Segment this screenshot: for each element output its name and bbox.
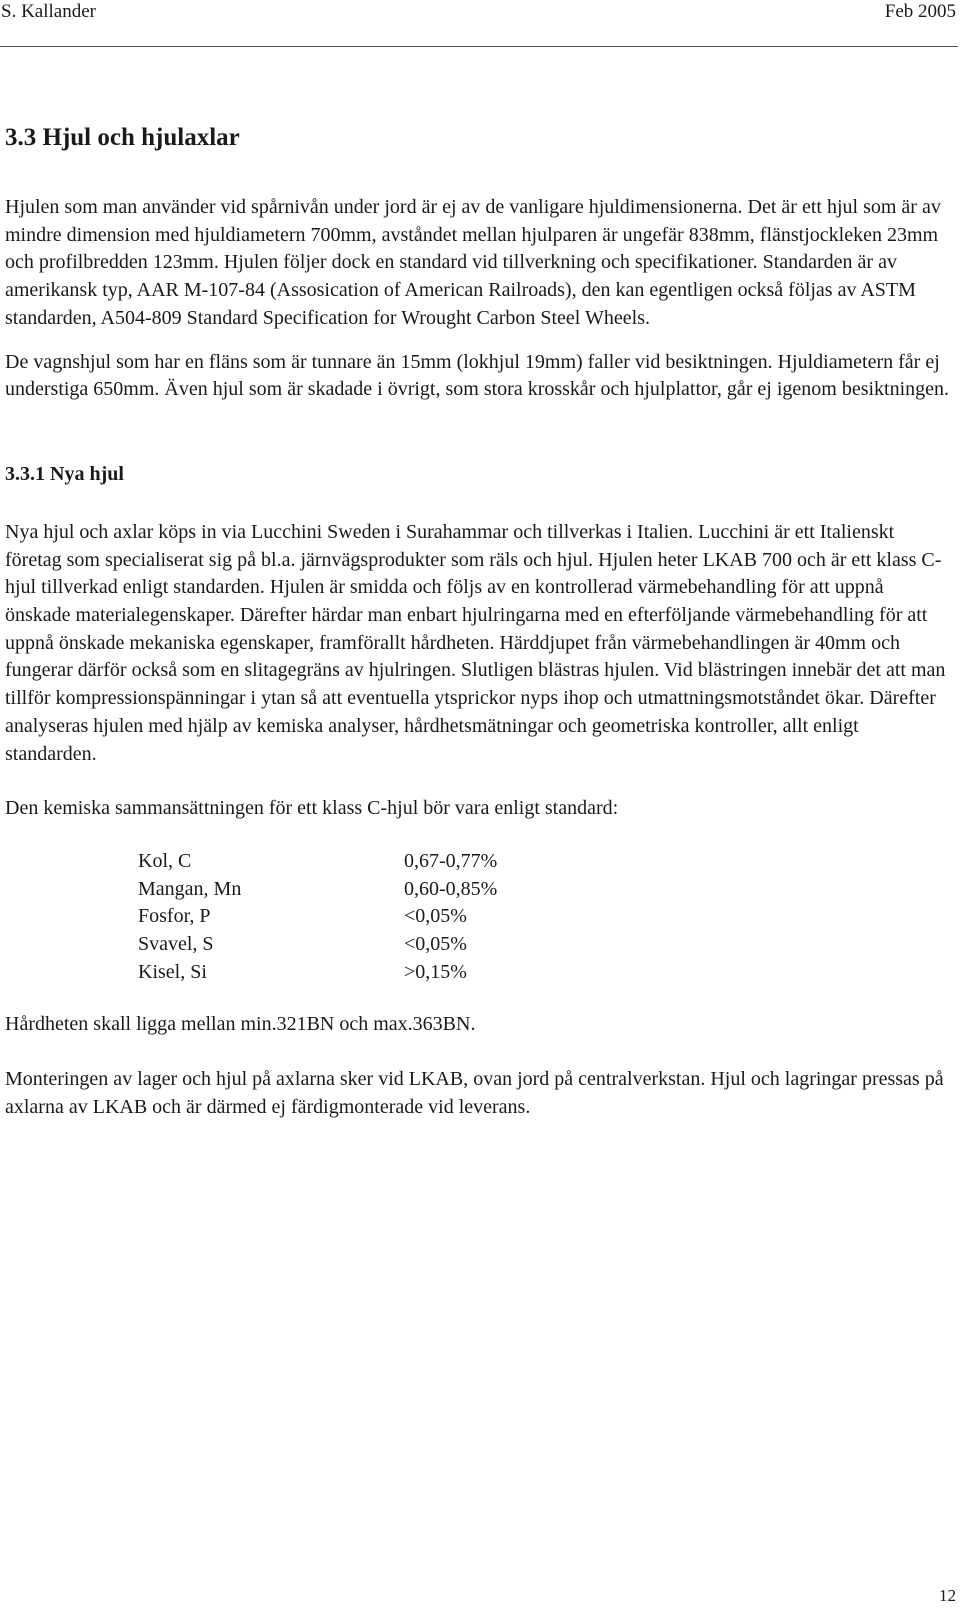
composition-row (138, 959, 953, 987)
section-heading: 3.3 Hjul och hjulaxlar (5, 124, 240, 151)
composition-value: 0,60-0,85% (404, 877, 498, 900)
chemical-composition-list (138, 848, 953, 986)
composition-row (138, 903, 953, 931)
hardness-paragraph: Hårdheten skall ligga mellan min.321BN och max.363BN. (5, 1013, 476, 1036)
composition-row (138, 931, 953, 959)
composition-value: >0,15% (404, 960, 467, 983)
composition-value: <0,05% (404, 905, 467, 928)
header-date: Feb 2005 (884, 1, 956, 22)
page-number: 12 (939, 1586, 956, 1605)
subsection-paragraph-1: Nya hjul och axlar köps in via Lucchini Sweden i Surahammar och tillverkas i Italien. Lucchini är ett Italienskt företag som specialiserat sig på bl.a. järnvägsprodukter som räls och hjul. Hjulen heter LKAB 700 och är ett klass C-hjul tillverkad enligt standarden. Hjulen är smidda och följs av en kontrollerad värmebehandling för att uppnå önskade materialegenskaper. Därefter härdar man enbart hjulringarna med en efterföljande värmebehandling för att uppnå önskade mekaniska egenskaper, framförallt hårdheten. Härddjupet från värmebehandlingen är 40mm och fungerar därför också som en slitagegräns av hjulringen. Slutligen blästras hjulen. Vid blästringen innebär det att man tillför kompressionspänningar i ytan så att eventuella ytsprickor nyps ihop och utmattningsmotståndet ökar. Därefter analyseras hjulen med hjälp av kemiska analyser, hårdhetsmätningar och geometriska kontroller, allt enligt standarden. (5, 520, 946, 765)
page-content (5, 120, 953, 1122)
subsection-heading: 3.3.1 Nya hjul (5, 462, 124, 485)
mounting-paragraph: Monteringen av lager och hjul på axlarna sker vid LKAB, ovan jord på centralverkstan. Hjul och lagringar pressas på axlarna av LKAB och är därmed ej färdigmonterade vid leverans. (5, 1068, 944, 1118)
composition-value: <0,05% (404, 933, 467, 956)
section-paragraph-1: Hjulen som man använder vid spårnivån under jord är ej av de vanligare hjuldimensionerna. Det är ett hjul som är av mindre dimension med hjuldiametern 700mm, avståndet mellan hjulparen är ungefär 838mm, flänstjockleken 23mm och profilbredden 123mm. Hjulen följer dock en standard vid tillverkning och specifikationer. Standarden är av amerikansk typ, AAR M-107-84 (Assosication of American Railroads), den kan egentligen också följas av ASTM standarden, A504-809 Standard Specification for Wrought Carbon Steel Wheels. (5, 196, 941, 329)
composition-element: Kisel, Si (138, 960, 207, 983)
composition-element: Mangan, Mn (138, 877, 242, 900)
composition-element: Kol, C (138, 849, 192, 872)
composition-row (138, 876, 953, 904)
subsection-paragraph-2: Den kemiska sammansättningen för ett klass C-hjul bör vara enligt standard: (5, 797, 619, 820)
composition-element: Fosfor, P (138, 905, 211, 928)
composition-element: Svavel, S (138, 933, 214, 956)
composition-row (138, 848, 953, 876)
composition-value: 0,67-0,77% (404, 849, 498, 872)
section-paragraph-2: De vagnshjul som har en fläns som är tunnare än 15mm (lokhjul 19mm) faller vid besiktningen. Hjuldiametern får ej understiga 650mm. Även hjul som är skadade i övrigt, som stora krosskår och hjulplattor, går ej igenom besiktningen. (5, 350, 950, 401)
header-author: S. Kallander (1, 1, 96, 22)
running-header (0, 0, 958, 47)
